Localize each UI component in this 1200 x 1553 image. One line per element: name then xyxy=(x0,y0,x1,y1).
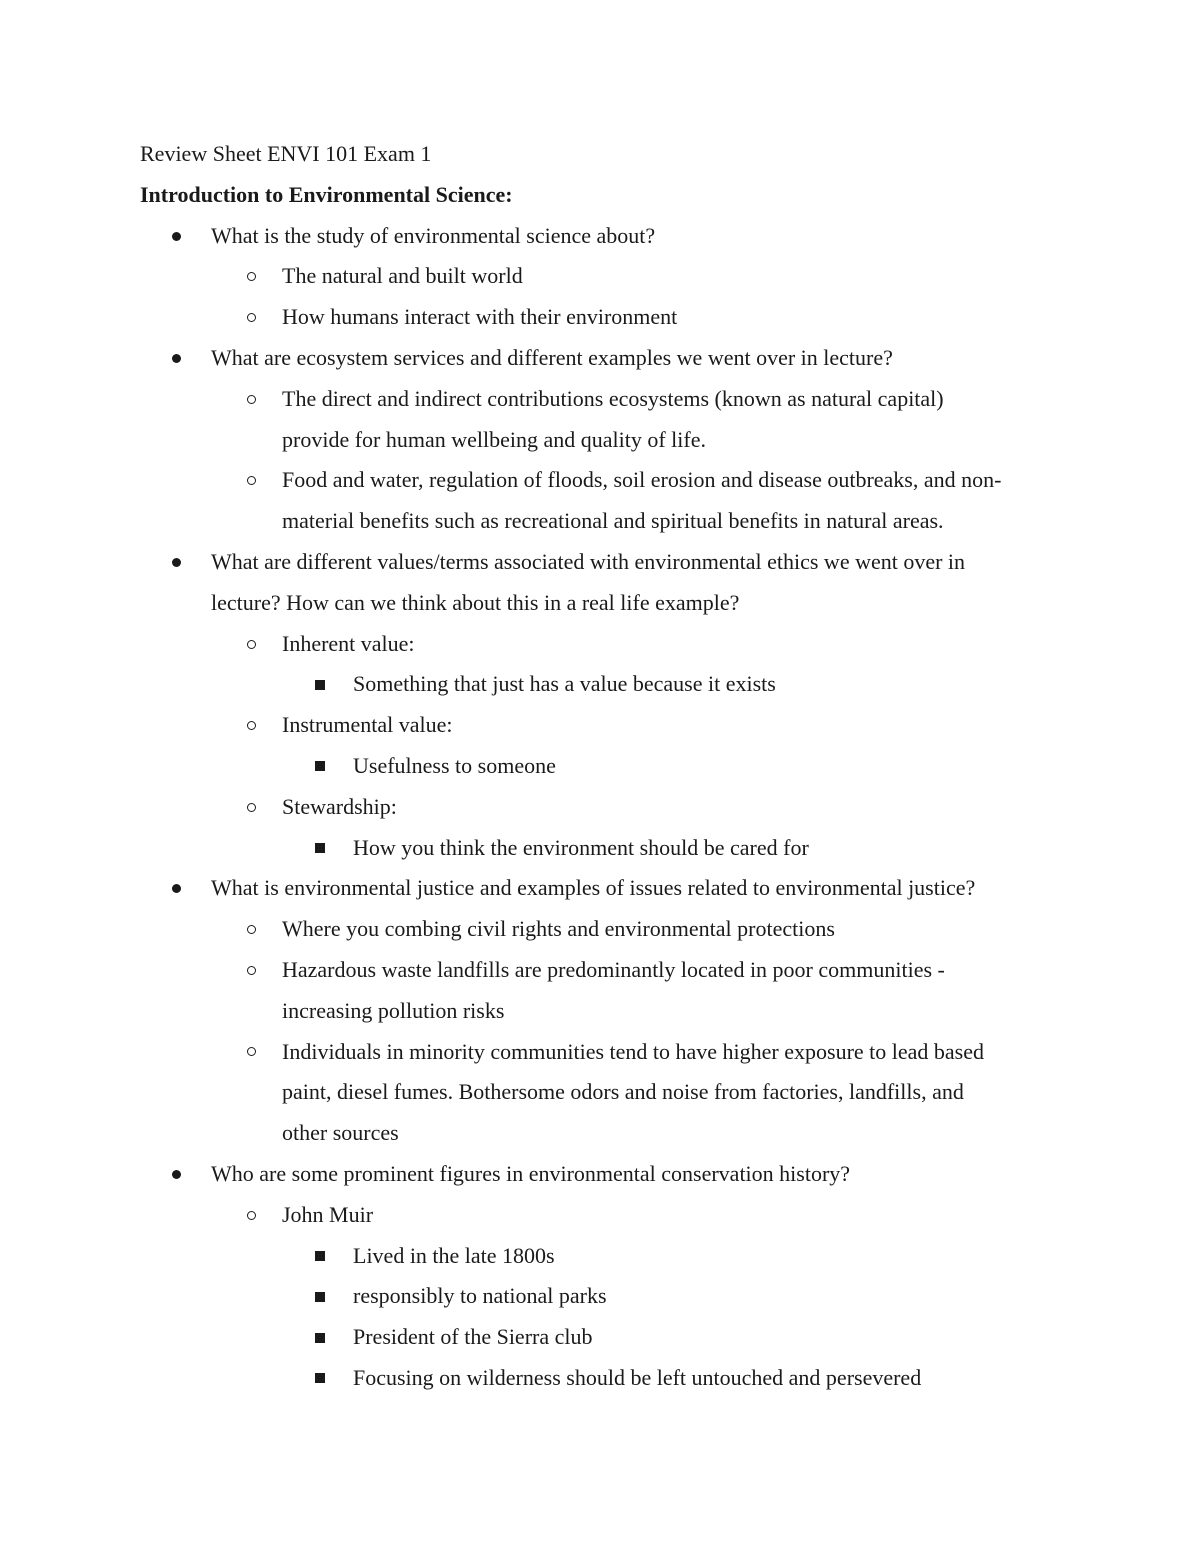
bullet-circle-icon xyxy=(247,1032,267,1073)
list-item-text: lecture? How can we think about this in a real life example? xyxy=(211,589,740,615)
bullet-circle-icon xyxy=(247,256,267,297)
bullet-circle-icon xyxy=(247,1195,267,1236)
list-item-text: President of the Sierra club xyxy=(353,1324,593,1350)
list-item xyxy=(0,256,1200,297)
list-item-text: Inherent value: xyxy=(282,630,415,656)
list-item xyxy=(0,909,1200,950)
list-item-text: provide for human wellbeing and quality of life. xyxy=(282,426,706,452)
list-item xyxy=(0,950,1200,991)
document-body xyxy=(0,134,1200,1399)
bullet-dot-icon xyxy=(172,868,192,909)
list-item-text: How you think the environment should be cared for xyxy=(353,834,809,860)
list-item xyxy=(0,1236,1200,1277)
list-item-text: Where you combing civil rights and environmental protections xyxy=(282,916,835,942)
list-item xyxy=(0,542,1200,583)
bullet-circle-icon xyxy=(247,297,267,338)
list-item-continuation xyxy=(0,1072,1200,1113)
list-item-text: Food and water, regulation of floods, soil erosion and disease outbreaks, and non- xyxy=(282,467,1002,493)
bullet-square-icon xyxy=(315,746,335,787)
bullet-circle-icon xyxy=(247,705,267,746)
list-item xyxy=(0,338,1200,379)
list-item-text: What is the study of environmental science about? xyxy=(211,222,656,248)
list-item-text: increasing pollution risks xyxy=(282,997,505,1023)
list-item-text: Lived in the late 1800s xyxy=(353,1242,555,1268)
list-item-text: Focusing on wilderness should be left untouched and persevered xyxy=(353,1364,922,1390)
list-item-text: responsibly to national parks xyxy=(353,1283,607,1309)
bullet-square-icon xyxy=(315,1317,335,1358)
list-item xyxy=(0,460,1200,501)
list-item-continuation xyxy=(0,420,1200,461)
list-item-text: What are ecosystem services and different examples we went over in lecture? xyxy=(211,344,893,370)
list-item-continuation xyxy=(0,1113,1200,1154)
bullet-square-icon xyxy=(315,664,335,705)
list-item-text: Something that just has a value because it exists xyxy=(353,671,776,697)
list-item-text: Who are some prominent figures in environmental conservation history? xyxy=(211,1160,851,1186)
list-item-text: Usefulness to someone xyxy=(353,752,556,778)
list-item-continuation xyxy=(0,991,1200,1032)
bullet-circle-icon xyxy=(247,787,267,828)
list-item-text: The natural and built world xyxy=(282,263,523,289)
bullet-circle-icon xyxy=(247,460,267,501)
list-item-text: Stewardship: xyxy=(282,793,397,819)
list-item xyxy=(0,216,1200,257)
list-item xyxy=(0,1317,1200,1358)
list-item xyxy=(0,1195,1200,1236)
list-item xyxy=(0,624,1200,665)
list-item xyxy=(0,705,1200,746)
bullet-circle-icon xyxy=(247,909,267,950)
list-item xyxy=(0,1154,1200,1195)
list-item xyxy=(0,1032,1200,1073)
bullet-square-icon xyxy=(315,1358,335,1399)
list-item-continuation xyxy=(0,501,1200,542)
list-item xyxy=(0,1358,1200,1399)
list-item-continuation xyxy=(0,583,1200,624)
list-item-text: What are different values/terms associated with environmental ethics we went over in xyxy=(211,548,966,574)
list-item xyxy=(0,868,1200,909)
bullet-square-icon xyxy=(315,828,335,869)
bullet-circle-icon xyxy=(247,950,267,991)
list-item xyxy=(0,746,1200,787)
list-item xyxy=(0,828,1200,869)
bullet-square-icon xyxy=(315,1236,335,1277)
section-heading: Introduction to Environmental Science: xyxy=(140,181,513,207)
bullet-dot-icon xyxy=(172,542,192,583)
bullet-circle-icon xyxy=(247,379,267,420)
list-item-text: How humans interact with their environment xyxy=(282,304,678,330)
list-item-text: Individuals in minority communities tend to have higher exposure to lead based xyxy=(282,1038,985,1064)
bullet-dot-icon xyxy=(172,1154,192,1195)
bullet-dot-icon xyxy=(172,216,192,257)
list-item-text: What is environmental justice and examples of issues related to environmental justice? xyxy=(211,875,976,901)
bullet-dot-icon xyxy=(172,338,192,379)
list-item-text: material benefits such as recreational and spiritual benefits in natural areas. xyxy=(282,508,944,534)
list-item-text: Instrumental value: xyxy=(282,712,453,738)
list-item xyxy=(0,1276,1200,1317)
list-item xyxy=(0,379,1200,420)
list-item-text: paint, diesel fumes. Bothersome odors and noise from factories, landfills, and xyxy=(282,1079,964,1105)
list-item-text: other sources xyxy=(282,1120,399,1146)
list-item xyxy=(0,297,1200,338)
list-item xyxy=(0,787,1200,828)
document-title: Review Sheet ENVI 101 Exam 1 xyxy=(140,141,432,166)
list-item-text: The direct and indirect contributions ecosystems (known as natural capital) xyxy=(282,385,944,411)
list-item-text: John Muir xyxy=(282,1201,374,1227)
bullet-square-icon xyxy=(315,1276,335,1317)
list-item-text: Hazardous waste landfills are predominantly located in poor communities - xyxy=(282,956,945,982)
bullet-circle-icon xyxy=(247,624,267,665)
list-item xyxy=(0,664,1200,705)
